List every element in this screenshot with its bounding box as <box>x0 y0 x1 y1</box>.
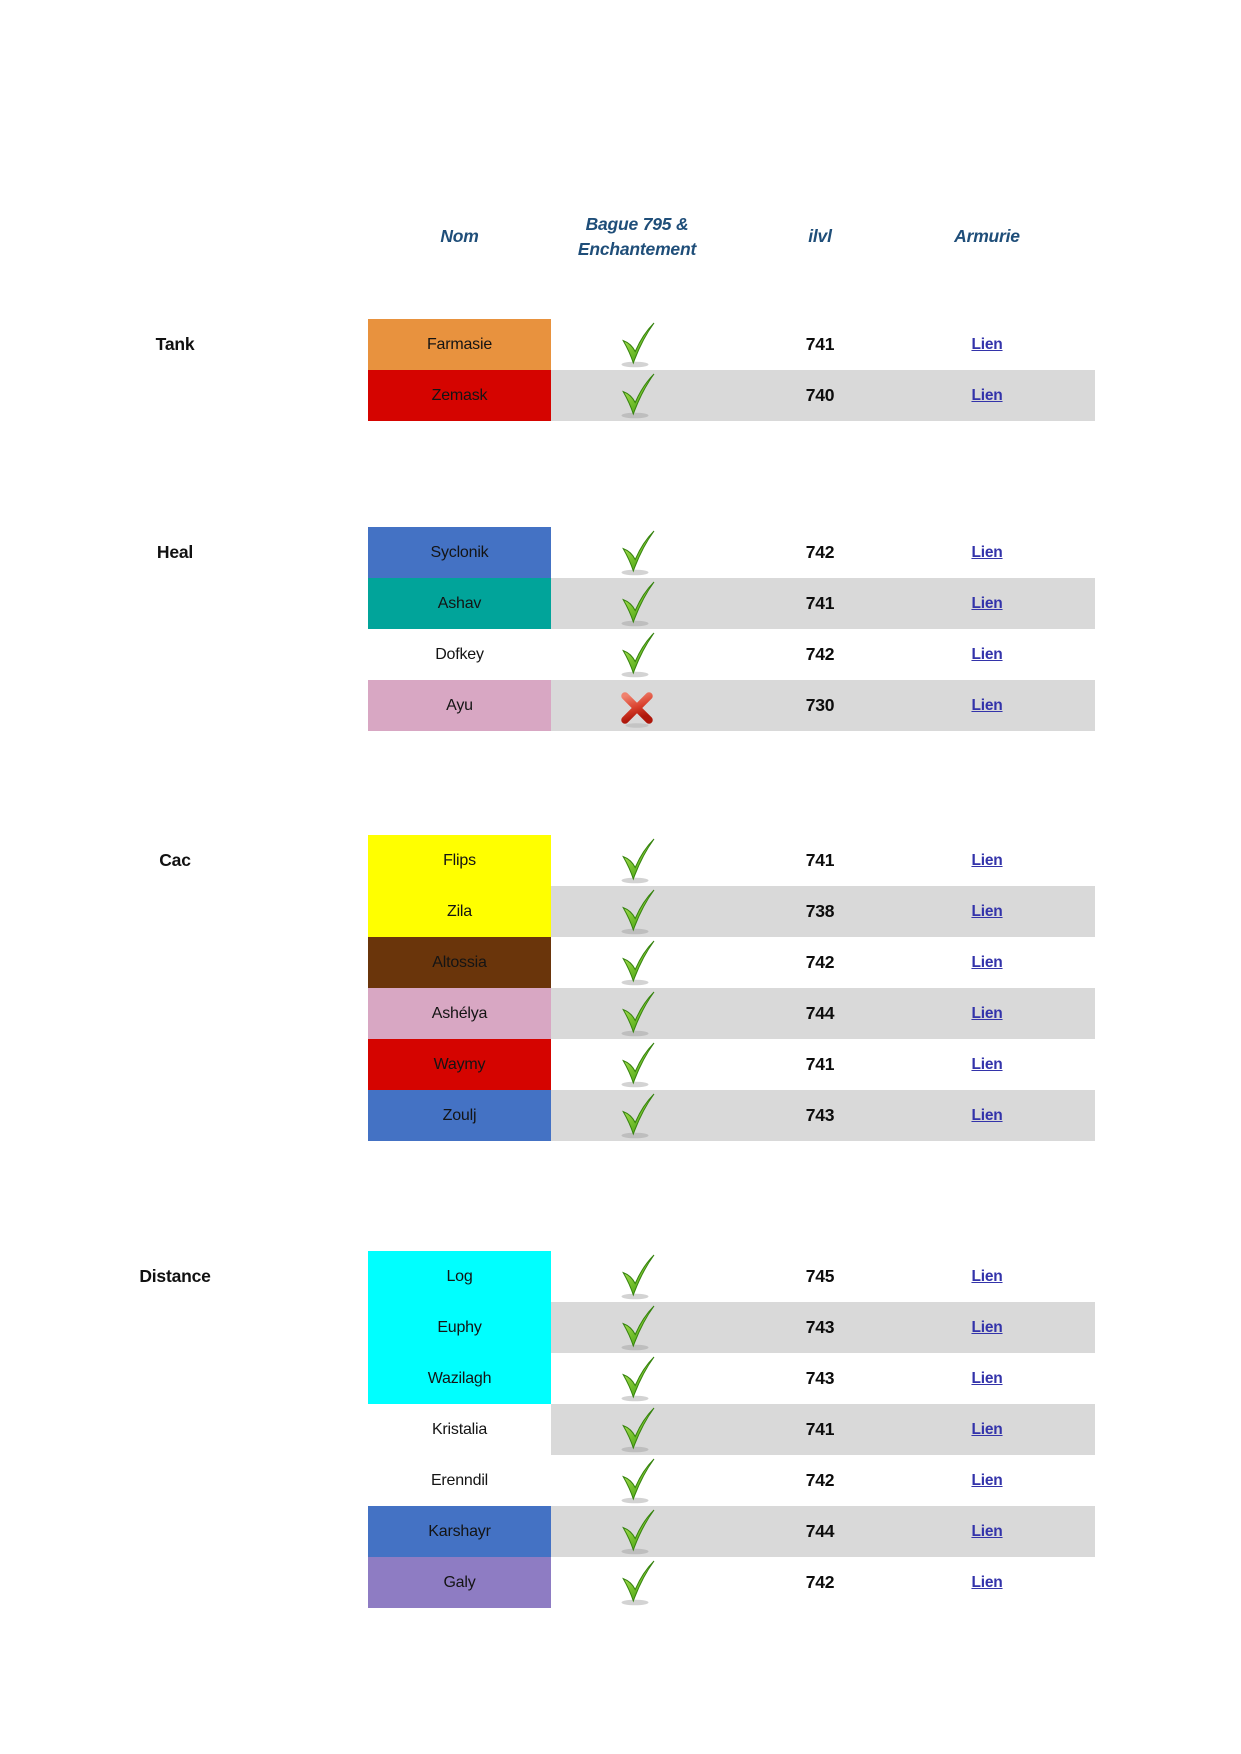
armory-link-cell <box>937 988 1037 1039</box>
armory-link-cell <box>937 1251 1037 1302</box>
armory-link-cell <box>937 886 1037 937</box>
table-row <box>0 1353 1241 1404</box>
player-name: Galy <box>443 1573 476 1591</box>
column-header-ilvl: ilvl <box>808 226 832 247</box>
bague-status-cell <box>613 629 661 680</box>
armory-link[interactable]: Lien <box>971 1369 1003 1387</box>
armory-link-cell <box>937 1557 1037 1608</box>
ilvl-value: 742 <box>805 542 835 562</box>
armory-link[interactable]: Lien <box>971 1106 1003 1124</box>
check-icon <box>616 530 658 576</box>
check-icon <box>616 322 658 368</box>
group-label: Tank <box>155 334 195 354</box>
check-icon <box>616 991 658 1037</box>
table-row <box>0 1506 1241 1557</box>
armory-link-cell <box>937 937 1037 988</box>
player-name: Ashélya <box>431 1004 488 1022</box>
armory-link[interactable]: Lien <box>971 1471 1003 1489</box>
armory-link-cell <box>937 629 1037 680</box>
bague-status-cell <box>613 319 661 370</box>
table-row <box>0 988 1241 1039</box>
player-name-cell <box>368 1302 551 1353</box>
player-name: Waymy <box>433 1055 486 1073</box>
ilvl-value: 741 <box>805 1419 835 1439</box>
table-row <box>0 1302 1241 1353</box>
check-icon <box>616 1560 658 1606</box>
armory-link-cell <box>937 1506 1037 1557</box>
armory-link[interactable]: Lien <box>971 594 1003 612</box>
player-name: Kristalia <box>431 1420 488 1438</box>
player-name-cell <box>368 988 551 1039</box>
player-name: Altossia <box>432 953 487 971</box>
check-icon <box>616 1254 658 1300</box>
armory-link-cell <box>937 1302 1037 1353</box>
player-name: Karshayr <box>428 1522 491 1540</box>
bague-status-cell <box>613 835 661 886</box>
armory-link-cell <box>937 578 1037 629</box>
armory-link[interactable]: Lien <box>971 543 1003 561</box>
player-name: Ashav <box>437 594 482 612</box>
check-icon <box>616 581 658 627</box>
armory-link[interactable]: Lien <box>971 1004 1003 1022</box>
table-row <box>0 835 1241 886</box>
check-icon <box>616 838 658 884</box>
check-icon <box>616 940 658 986</box>
bague-status-cell <box>613 988 661 1039</box>
ilvl-value: 730 <box>805 695 835 715</box>
armory-link[interactable]: Lien <box>971 1420 1003 1438</box>
check-icon <box>616 889 658 935</box>
armory-link[interactable]: Lien <box>971 696 1003 714</box>
check-icon <box>616 1305 658 1351</box>
armory-link[interactable]: Lien <box>971 1318 1003 1336</box>
player-name-cell <box>368 527 551 578</box>
armory-link-cell <box>937 370 1037 421</box>
player-name-cell <box>368 1039 551 1090</box>
check-icon <box>616 1407 658 1453</box>
table-row <box>0 629 1241 680</box>
armory-link-cell <box>937 680 1037 731</box>
bague-status-cell <box>613 680 661 731</box>
player-name-cell <box>368 578 551 629</box>
armory-link-cell <box>937 527 1037 578</box>
table-row <box>0 937 1241 988</box>
armory-link-cell <box>937 1090 1037 1141</box>
player-name-cell <box>368 1455 551 1506</box>
ilvl-value: 745 <box>805 1266 835 1286</box>
column-header-nom: Nom <box>440 226 479 247</box>
bague-status-cell <box>613 578 661 629</box>
player-name: Dofkey <box>435 645 484 663</box>
player-name-cell <box>368 1557 551 1608</box>
ilvl-value: 742 <box>805 952 835 972</box>
player-name-cell <box>368 629 551 680</box>
bague-status-cell <box>613 527 661 578</box>
bague-status-cell <box>613 1302 661 1353</box>
bague-status-cell <box>613 1506 661 1557</box>
ilvl-value: 744 <box>805 1521 835 1541</box>
armory-link-cell <box>937 1404 1037 1455</box>
armory-link-cell <box>937 835 1037 886</box>
armory-link-cell <box>937 1039 1037 1090</box>
player-name: Farmasie <box>426 335 493 353</box>
bague-status-cell <box>613 1039 661 1090</box>
table-row <box>0 886 1241 937</box>
table-row <box>0 680 1241 731</box>
bague-status-cell <box>613 370 661 421</box>
player-name-cell <box>368 886 551 937</box>
ilvl-value: 741 <box>805 593 835 613</box>
player-name: Flips <box>443 851 476 869</box>
ilvl-value: 741 <box>805 1054 835 1074</box>
player-name: Erenndil <box>430 1471 489 1489</box>
player-name: Zila <box>447 902 472 920</box>
player-name-cell <box>368 835 551 886</box>
armory-link-cell <box>937 1455 1037 1506</box>
group-label: Cac <box>159 850 191 870</box>
bague-status-cell <box>613 1455 661 1506</box>
armory-link[interactable]: Lien <box>971 1522 1003 1540</box>
bague-status-cell <box>613 1251 661 1302</box>
player-name: Zoulj <box>442 1106 477 1124</box>
player-name: Wazilagh <box>427 1369 492 1387</box>
bague-status-cell <box>613 886 661 937</box>
table-row <box>0 1455 1241 1506</box>
armory-link[interactable]: Lien <box>971 902 1003 920</box>
check-icon <box>616 373 658 419</box>
player-name-cell <box>368 370 551 421</box>
ilvl-value: 741 <box>805 850 835 870</box>
bague-status-cell <box>613 1353 661 1404</box>
ilvl-value: 742 <box>805 644 835 664</box>
column-header-bague: Bague 795 & Enchantement <box>577 213 697 259</box>
armory-link[interactable]: Lien <box>971 1573 1003 1591</box>
ilvl-value: 742 <box>805 1572 835 1592</box>
bague-status-cell <box>613 1090 661 1141</box>
player-name-cell <box>368 1353 551 1404</box>
table-row <box>0 1557 1241 1608</box>
player-name-cell <box>368 680 551 731</box>
armory-link[interactable]: Lien <box>971 851 1003 869</box>
armory-link[interactable]: Lien <box>971 953 1003 971</box>
cross-icon <box>619 689 655 729</box>
table-row <box>0 1404 1241 1455</box>
check-icon <box>616 1509 658 1555</box>
bague-status-cell <box>613 937 661 988</box>
armory-link-cell <box>937 1353 1037 1404</box>
player-name: Euphy <box>437 1318 482 1336</box>
player-name-cell <box>368 319 551 370</box>
table-row <box>0 370 1241 421</box>
check-icon <box>616 1356 658 1402</box>
check-icon <box>616 632 658 678</box>
armory-link[interactable]: Lien <box>971 1267 1003 1285</box>
ilvl-value: 743 <box>805 1105 835 1125</box>
armory-link[interactable]: Lien <box>971 335 1003 353</box>
armory-link[interactable]: Lien <box>971 1055 1003 1073</box>
armory-link[interactable]: Lien <box>971 645 1003 663</box>
player-name: Ayu <box>446 696 473 714</box>
player-name-cell <box>368 1251 551 1302</box>
player-name-cell <box>368 1090 551 1141</box>
table-row <box>0 319 1241 370</box>
player-name-cell <box>368 937 551 988</box>
ilvl-value: 743 <box>805 1317 835 1337</box>
table-row <box>0 578 1241 629</box>
table-row <box>0 1090 1241 1141</box>
column-header-armurie: Armurie <box>954 226 1020 247</box>
bague-status-cell <box>613 1404 661 1455</box>
bague-status-cell <box>613 1557 661 1608</box>
player-name-cell <box>368 1404 551 1455</box>
table-row <box>0 527 1241 578</box>
table-row <box>0 1251 1241 1302</box>
player-name: Zemask <box>431 386 488 404</box>
check-icon <box>616 1093 658 1139</box>
ilvl-value: 740 <box>805 385 835 405</box>
ilvl-value: 744 <box>805 1003 835 1023</box>
ilvl-value: 738 <box>805 901 835 921</box>
table-row <box>0 1039 1241 1090</box>
player-name: Syclonik <box>430 543 489 561</box>
group-label: Heal <box>156 542 194 562</box>
ilvl-value: 741 <box>805 334 835 354</box>
ilvl-value: 742 <box>805 1470 835 1490</box>
group-label: Distance <box>139 1266 211 1286</box>
check-icon <box>616 1458 658 1504</box>
check-icon <box>616 1042 658 1088</box>
player-name-cell <box>368 1506 551 1557</box>
armory-link-cell <box>937 319 1037 370</box>
player-name: Log <box>446 1267 473 1285</box>
armory-link[interactable]: Lien <box>971 386 1003 404</box>
ilvl-value: 743 <box>805 1368 835 1388</box>
